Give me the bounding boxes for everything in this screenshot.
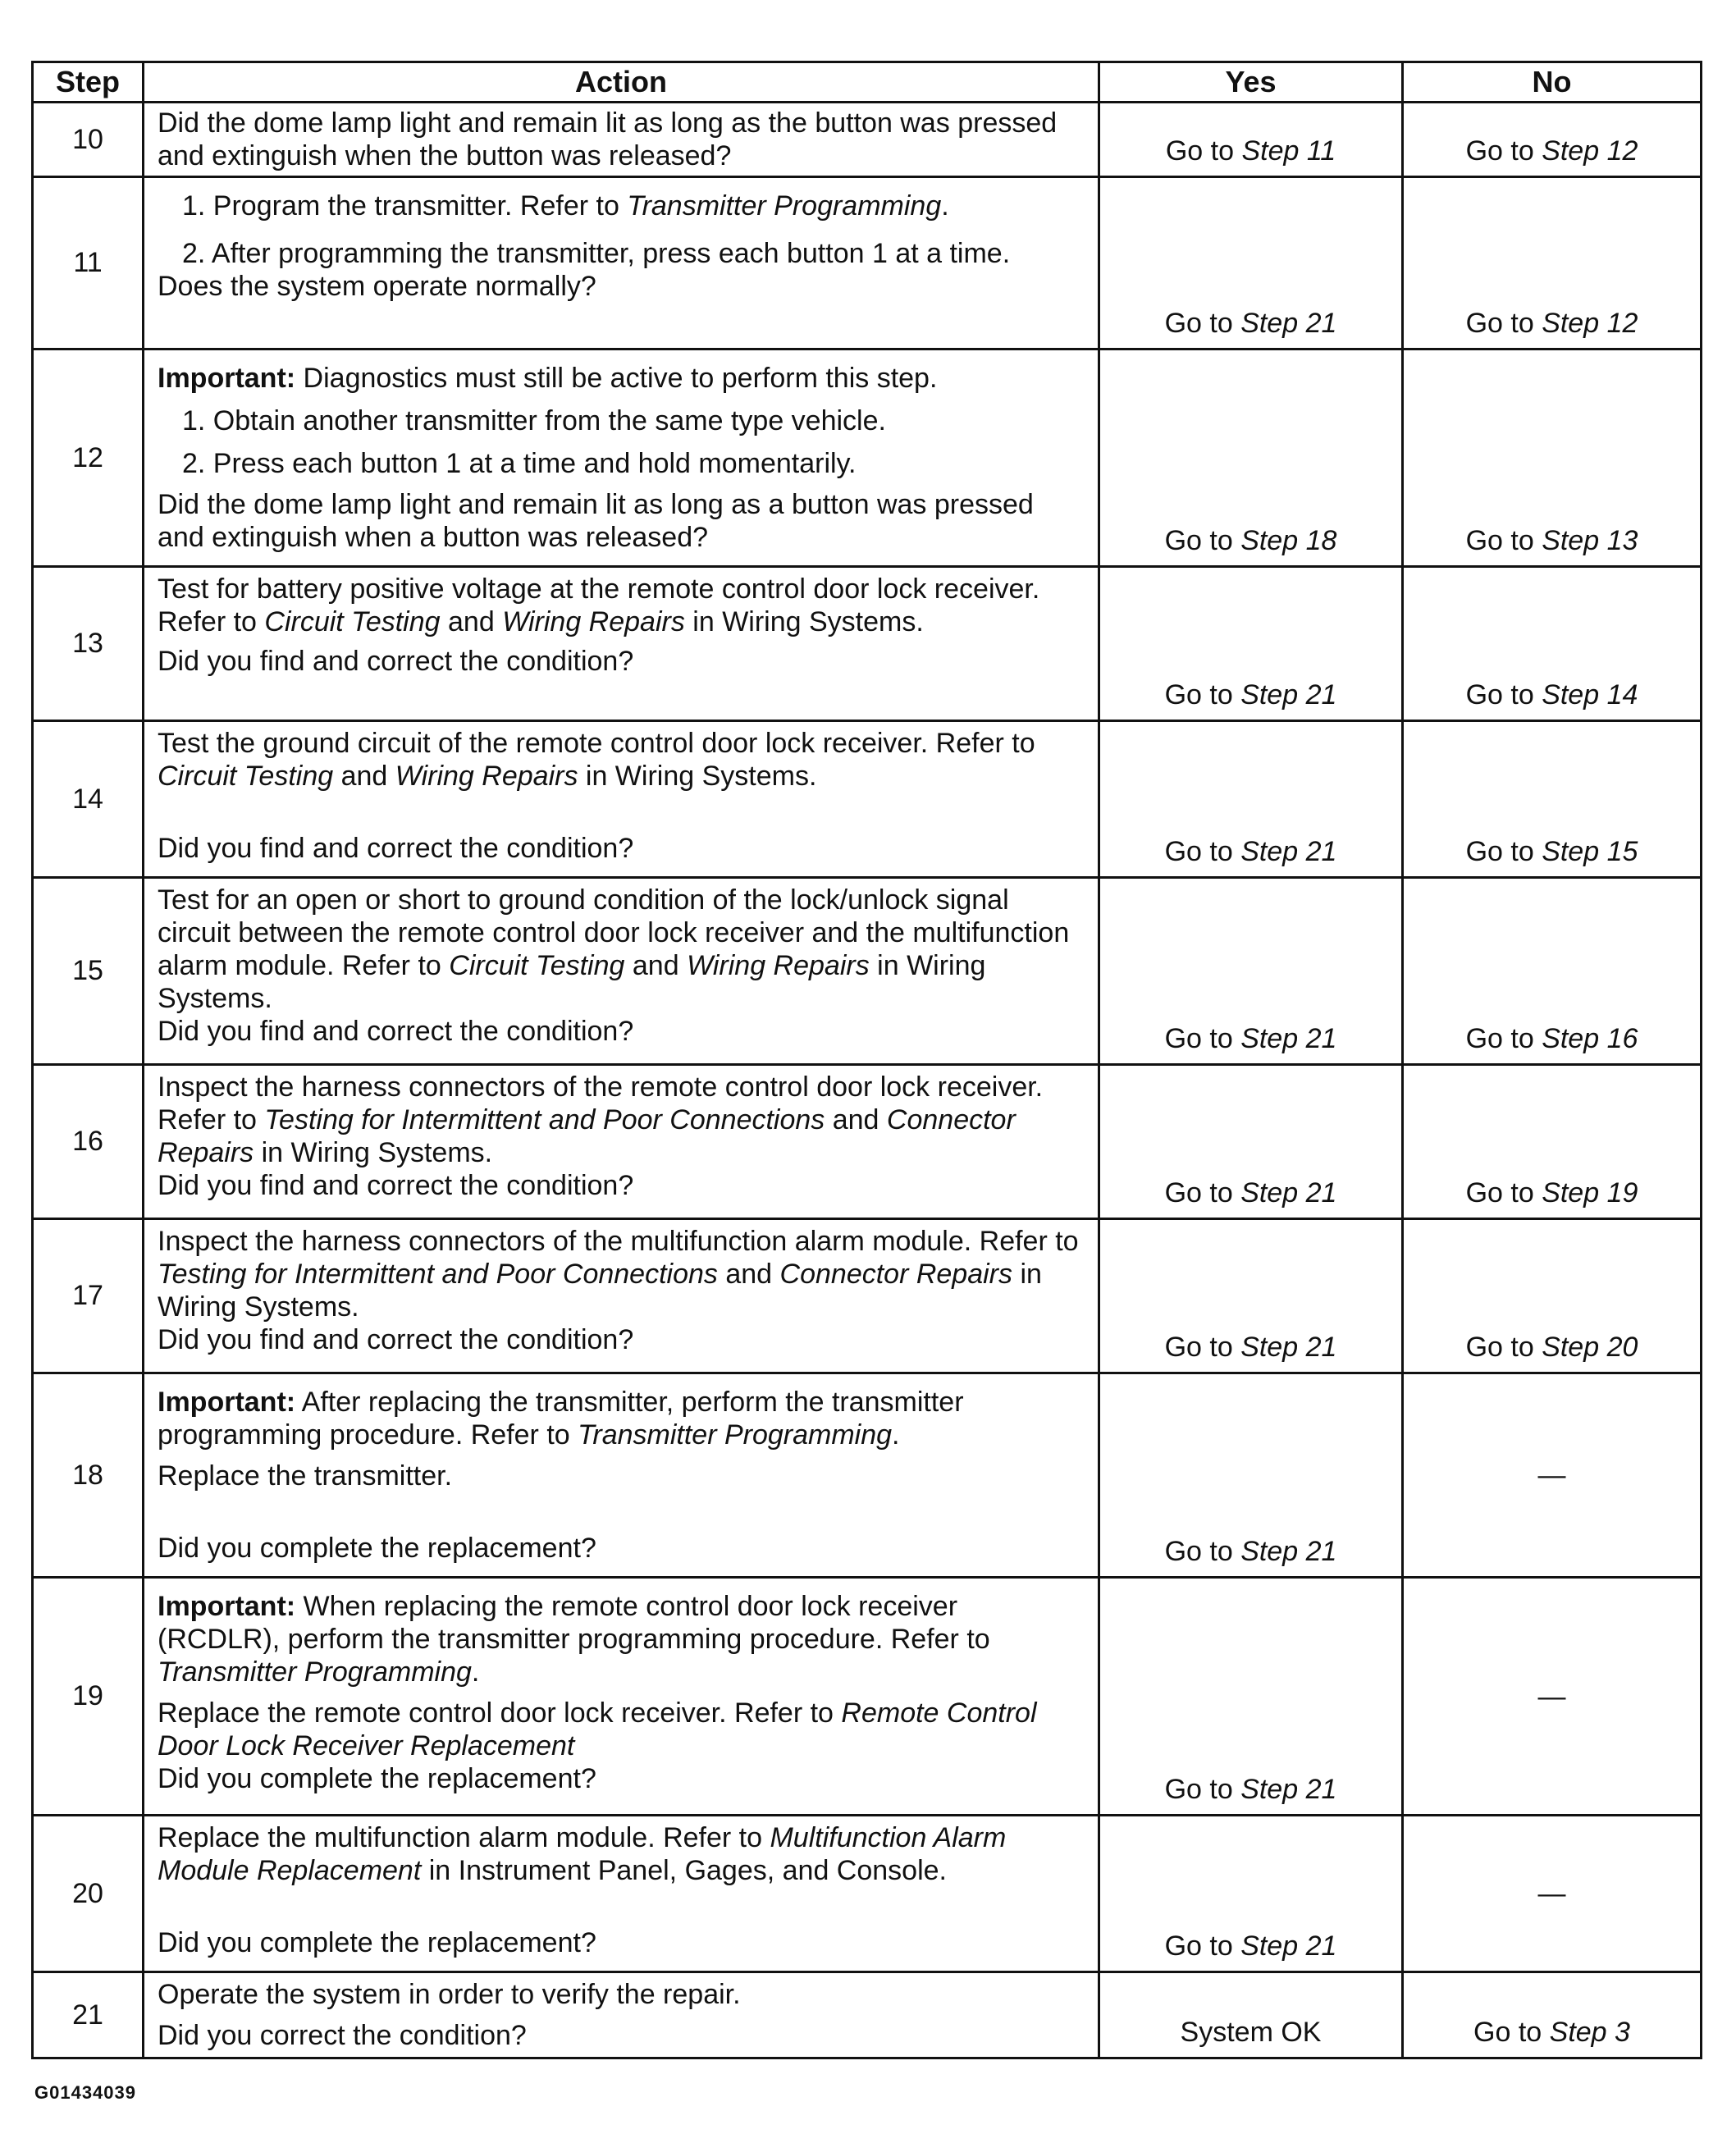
go-to-text: Go to (1465, 135, 1542, 167)
no-target-step: 20 (1606, 1332, 1638, 1363)
action-cell (144, 177, 1099, 350)
table-row (33, 1373, 1702, 1578)
no-target-step: 12 (1606, 135, 1638, 167)
action-cell (144, 1373, 1099, 1578)
action-list-item: 2. After programming the transmitter, press each button 1 at a time. (182, 238, 1011, 269)
table-row (33, 1065, 1702, 1219)
header-no: No (1403, 62, 1702, 103)
no-cell (1403, 103, 1702, 177)
yes-target-step: 18 (1305, 525, 1337, 556)
table-row (33, 1578, 1702, 1816)
action-cell (144, 1219, 1099, 1373)
step-number: 13 (33, 567, 144, 721)
table-row (33, 721, 1702, 878)
action-question: Did you find and correct the condition? (158, 1324, 634, 1355)
step-word: Step (1542, 135, 1600, 167)
step-number: 21 (33, 1972, 144, 2058)
yes-target-step: 21 (1305, 1930, 1337, 1962)
yes-target-step: 21 (1305, 1536, 1337, 1567)
yes-cell: Go to Step 18 (1099, 350, 1403, 567)
no-cell-dash: — (1403, 1578, 1702, 1816)
yes-cell: Go to Step 21 (1099, 1219, 1403, 1373)
yes-target-step: 21 (1305, 836, 1337, 867)
step-number: 15 (33, 878, 144, 1065)
table-row (33, 567, 1702, 721)
no-target-step: 13 (1606, 525, 1638, 556)
reference-link-text: Transmitter Programming (627, 190, 942, 222)
yes-cell: Go to Step 21 (1099, 878, 1403, 1065)
action-cell (144, 878, 1099, 1065)
action-question: Did the dome lamp light and remain lit as long as the button was pressed and extinguish when the button was released? (158, 107, 1058, 171)
important-note: Important: Diagnostics must still be active to perform this step. (158, 363, 938, 394)
action-cell (144, 1578, 1099, 1816)
go-to-text: Go to (1165, 135, 1242, 167)
table-row (33, 177, 1702, 350)
action-cell (144, 721, 1099, 878)
action-question: Did you correct the condition? (158, 2020, 527, 2051)
header-action: Action (144, 62, 1099, 103)
figure-id: G01434039 (34, 2082, 136, 2103)
table-row (33, 1219, 1702, 1373)
step-number: 18 (33, 1373, 144, 1578)
action-instruction: Replace the transmitter. (158, 1460, 453, 1492)
yes-target-step: 21 (1305, 679, 1337, 710)
action-instruction: Replace the multifunction alarm module. Refer to Multifunction Alarm Module Replacement in Instrument Panel, Gages, and Console. (158, 1822, 1007, 1886)
header-step: Step (33, 62, 144, 103)
important-note: Important: After replacing the transmitter, perform the transmitter programming procedure. Refer to Transmitter Programming. (158, 1387, 964, 1451)
action-cell (144, 103, 1099, 177)
action-cell (144, 1816, 1099, 1972)
step-number: 10 (33, 103, 144, 177)
action-list-item: 1. Obtain another transmitter from the same type vehicle. (182, 405, 886, 436)
action-question: Did you complete the replacement? (158, 1533, 596, 1564)
yes-cell: Go to Step 21 (1099, 1373, 1403, 1578)
yes-target-step: 21 (1305, 1177, 1337, 1209)
no-cell-dash: — (1403, 1373, 1702, 1578)
action-question: Did you find and correct the condition? (158, 833, 634, 864)
action-list-item: 1. Program the transmitter. Refer to Transmitter Programming. (182, 190, 949, 222)
yes-cell: System OK (1099, 1972, 1403, 2058)
action-question: Did you find and correct the condition? (158, 1170, 634, 1201)
action-instruction: Test for an open or short to ground condition of the lock/unlock signal circuit between the remote control door lock receiver and the multifunction alarm module. Refer to Circuit Testing and Wiring Repairs in Wiring Systems. (158, 884, 1070, 1014)
diagnostic-table-sheet (31, 61, 1702, 2059)
no-cell: Go to Step 14 (1403, 567, 1702, 721)
no-target-step: 12 (1606, 308, 1638, 339)
no-cell: Go to Step 20 (1403, 1219, 1702, 1373)
important-note: Important: When replacing the remote control door lock receiver (RCDLR), perform the transmitter programming procedure. Refer to Transmitter Programming. (158, 1591, 990, 1688)
no-cell: Go to Step 19 (1403, 1065, 1702, 1219)
no-target-step: 14 (1606, 679, 1638, 710)
table-row (33, 1972, 1702, 2058)
header-yes: Yes (1099, 62, 1403, 103)
yes-target-step: 21 (1305, 1023, 1337, 1054)
table-row (33, 878, 1702, 1065)
no-cell: Go to Step 13 (1403, 350, 1702, 567)
step-number: 11 (33, 177, 144, 350)
step-number: 12 (33, 350, 144, 567)
table-row (33, 1816, 1702, 1972)
no-target-step: 15 (1606, 836, 1638, 867)
action-cell (144, 1065, 1099, 1219)
no-target-step: 3 (1615, 2017, 1630, 2048)
yes-cell: Go to Step 21 (1099, 1816, 1403, 1972)
step-number: 20 (33, 1816, 144, 1972)
no-target-step: 16 (1606, 1023, 1638, 1054)
yes-target-step: 11 (1306, 135, 1336, 167)
action-question: Did you complete the replacement? (158, 1927, 596, 1958)
diagnostic-table (31, 61, 1702, 2059)
no-cell: Go to Step 16 (1403, 878, 1702, 1065)
no-target-step: 19 (1606, 1177, 1638, 1209)
action-list-item: 2. Press each button 1 at a time and hold momentarily. (182, 448, 857, 479)
step-number: 17 (33, 1219, 144, 1373)
action-question: Did the dome lamp light and remain lit as long as a button was pressed and extinguish when a button was released? (158, 489, 1034, 553)
action-instruction: Inspect the harness connectors of the multifunction alarm module. Refer to Testing for Intermittent and Poor Connections and Connector Repairs in Wiring Systems. (158, 1226, 1079, 1323)
action-instruction: Test the ground circuit of the remote control door lock receiver. Refer to Circuit Testing and Wiring Repairs in Wiring Systems. (158, 728, 1035, 792)
step-number: 16 (33, 1065, 144, 1219)
table-row (33, 350, 1702, 567)
action-question: Did you complete the replacement? (158, 1763, 596, 1794)
action-instruction: Operate the system in order to verify the repair. (158, 1979, 741, 2010)
action-cell (144, 350, 1099, 567)
yes-cell: Go to Step 21 (1099, 721, 1403, 878)
action-question: Does the system operate normally? (158, 271, 596, 302)
action-question: Did you find and correct the condition? (158, 646, 634, 677)
yes-target-step: 21 (1305, 1332, 1337, 1363)
no-cell: Go to Step 15 (1403, 721, 1702, 878)
action-instruction: Test for battery positive voltage at the remote control door lock receiver. Refer to Circuit Testing and Wiring Repairs in Wiring Systems. (158, 573, 1040, 637)
no-cell: Go to Step 12 (1403, 177, 1702, 350)
yes-cell: Go to Step 21 (1099, 1578, 1403, 1816)
table-header-row (33, 62, 1702, 103)
action-instruction: Replace the remote control door lock receiver. Refer to Remote Control Door Lock Receiver Replacement (158, 1697, 1037, 1761)
table-row (33, 103, 1702, 177)
step-number: 19 (33, 1578, 144, 1816)
no-cell-dash: — (1403, 1816, 1702, 1972)
yes-cell: Go to Step 21 (1099, 177, 1403, 350)
yes-cell: Go to Step 21 (1099, 1065, 1403, 1219)
yes-target-step: 21 (1305, 308, 1337, 339)
yes-target-step: 21 (1305, 1774, 1337, 1805)
step-number: 14 (33, 721, 144, 878)
yes-cell: Go to Step 21 (1099, 567, 1403, 721)
no-cell: Go to Step 3 (1403, 1972, 1702, 2058)
step-word: Step (1241, 135, 1300, 167)
action-cell (144, 1972, 1099, 2058)
action-cell (144, 567, 1099, 721)
yes-cell (1099, 103, 1403, 177)
action-question: Did you find and correct the condition? (158, 1016, 634, 1047)
action-instruction: Inspect the harness connectors of the remote control door lock receiver. Refer to Testing for Intermittent and Poor Connections and Connector Repairs in Wiring Systems. (158, 1071, 1044, 1168)
